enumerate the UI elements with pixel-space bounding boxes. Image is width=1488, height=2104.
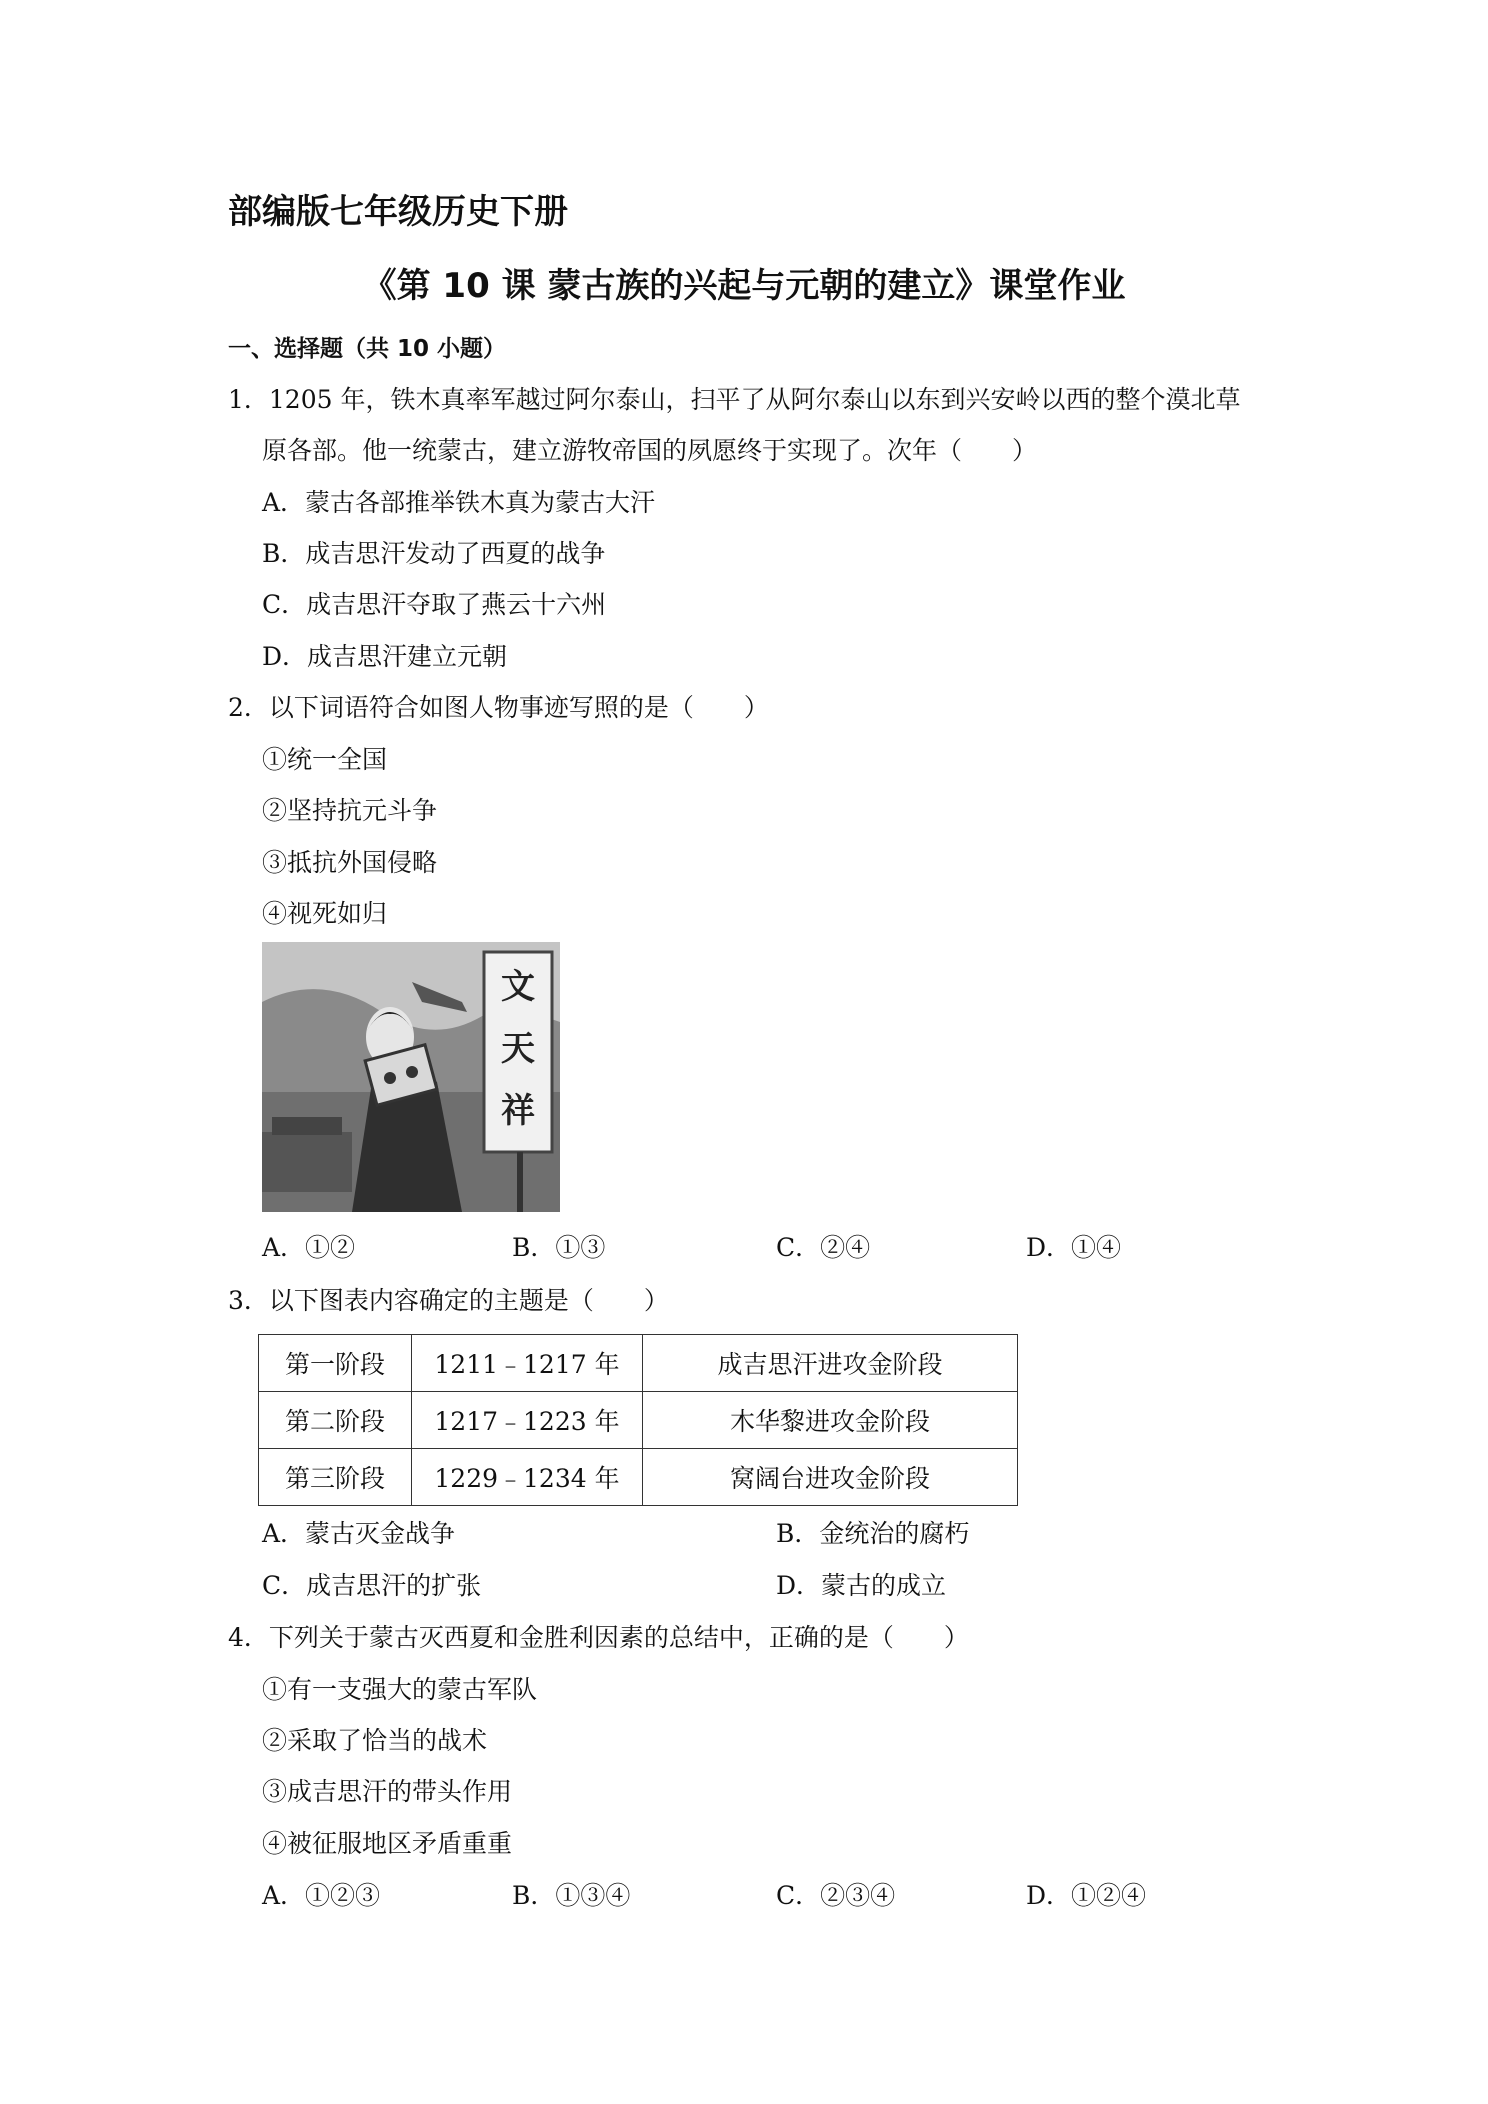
table-cell: 1217﹣1223 年	[412, 1392, 643, 1449]
q1-option-b: B．成吉思汗发动了西夏的战争	[262, 539, 606, 568]
lesson-title: 《第 10 课 蒙古族的兴起与元朝的建立》课堂作业	[362, 266, 1126, 306]
q3-stem: 3．以下图表内容确定的主题是（ ）	[228, 1286, 669, 1315]
q2-item-4: ④视死如归	[262, 899, 388, 928]
banner-char-2: 天	[501, 1029, 535, 1069]
wen-tianxiang-illustration	[262, 942, 560, 1212]
table-cell: 窝阔台进攻金阶段	[643, 1449, 1018, 1506]
q2-item-2: ②坚持抗元斗争	[262, 796, 438, 825]
q4-option-d: D．①②④	[1026, 1881, 1147, 1910]
banner-char-1: 文	[501, 967, 535, 1007]
q1-option-c: C．成吉思汗夺取了燕云十六州	[262, 590, 607, 619]
q3-option-d: D．蒙古的成立	[776, 1571, 947, 1600]
q4-option-b: B．①③④	[512, 1881, 631, 1910]
name-banner	[501, 967, 535, 1131]
q2-option-c: C．②④	[776, 1233, 871, 1262]
q2-option-d: D．①④	[1026, 1233, 1122, 1262]
table-cell: 木华黎进攻金阶段	[643, 1392, 1018, 1449]
q3-option-c: C．成吉思汗的扩张	[262, 1571, 482, 1600]
table-cell: 第三阶段	[259, 1449, 412, 1506]
q4-item-3: ③成吉思汗的带头作用	[262, 1777, 513, 1806]
table-cell: 第二阶段	[259, 1392, 412, 1449]
table-row	[259, 1392, 1018, 1449]
q4-stem: 4．下列关于蒙古灭西夏和金胜利因素的总结中，正确的是（ ）	[228, 1623, 969, 1652]
section-heading: 一、选择题（共 10 小题）	[228, 336, 507, 362]
q4-option-a: A．①②③	[262, 1881, 381, 1910]
table-cell: 1229﹣1234 年	[412, 1449, 643, 1506]
q4-item-2: ②采取了恰当的战术	[262, 1726, 488, 1755]
q4-item-1: ①有一支强大的蒙古军队	[262, 1675, 538, 1704]
page-title: 部编版七年级历史下册	[228, 192, 568, 232]
q2-stem: 2．以下词语符合如图人物事迹写照的是（ ）	[228, 693, 769, 722]
table-row	[259, 1335, 1018, 1392]
q4-item-4: ④被征服地区矛盾重重	[262, 1829, 513, 1858]
q1-option-d: D．成吉思汗建立元朝	[262, 642, 508, 671]
q1-stem-line2: 原各部。他一统蒙古，建立游牧帝国的夙愿终于实现了。次年（ ）	[262, 436, 1038, 465]
q4-option-c: C．②③④	[776, 1881, 896, 1910]
banner-char-3: 祥	[501, 1091, 535, 1131]
q2-option-a: A．①②	[262, 1233, 356, 1262]
table-cell: 1211﹣1217 年	[412, 1335, 643, 1392]
q3-option-b: B．金统治的腐朽	[776, 1519, 970, 1548]
q3-option-a: A．蒙古灭金战争	[262, 1519, 456, 1548]
table-cell: 成吉思汗进攻金阶段	[643, 1335, 1018, 1392]
table-cell: 第一阶段	[259, 1335, 412, 1392]
q2-item-1: ①统一全国	[262, 745, 388, 774]
q1-stem-line1: 1．1205 年，铁木真率军越过阿尔泰山，扫平了从阿尔泰山以东到兴安岭以西的整个漠北草	[228, 385, 1241, 414]
stages-table	[258, 1334, 1018, 1506]
q1-option-a: A．蒙古各部推举铁木真为蒙古大汗	[262, 488, 656, 517]
table-row	[259, 1449, 1018, 1506]
q2-option-b: B．①③	[512, 1233, 606, 1262]
q2-item-3: ③抵抗外国侵略	[262, 848, 438, 877]
